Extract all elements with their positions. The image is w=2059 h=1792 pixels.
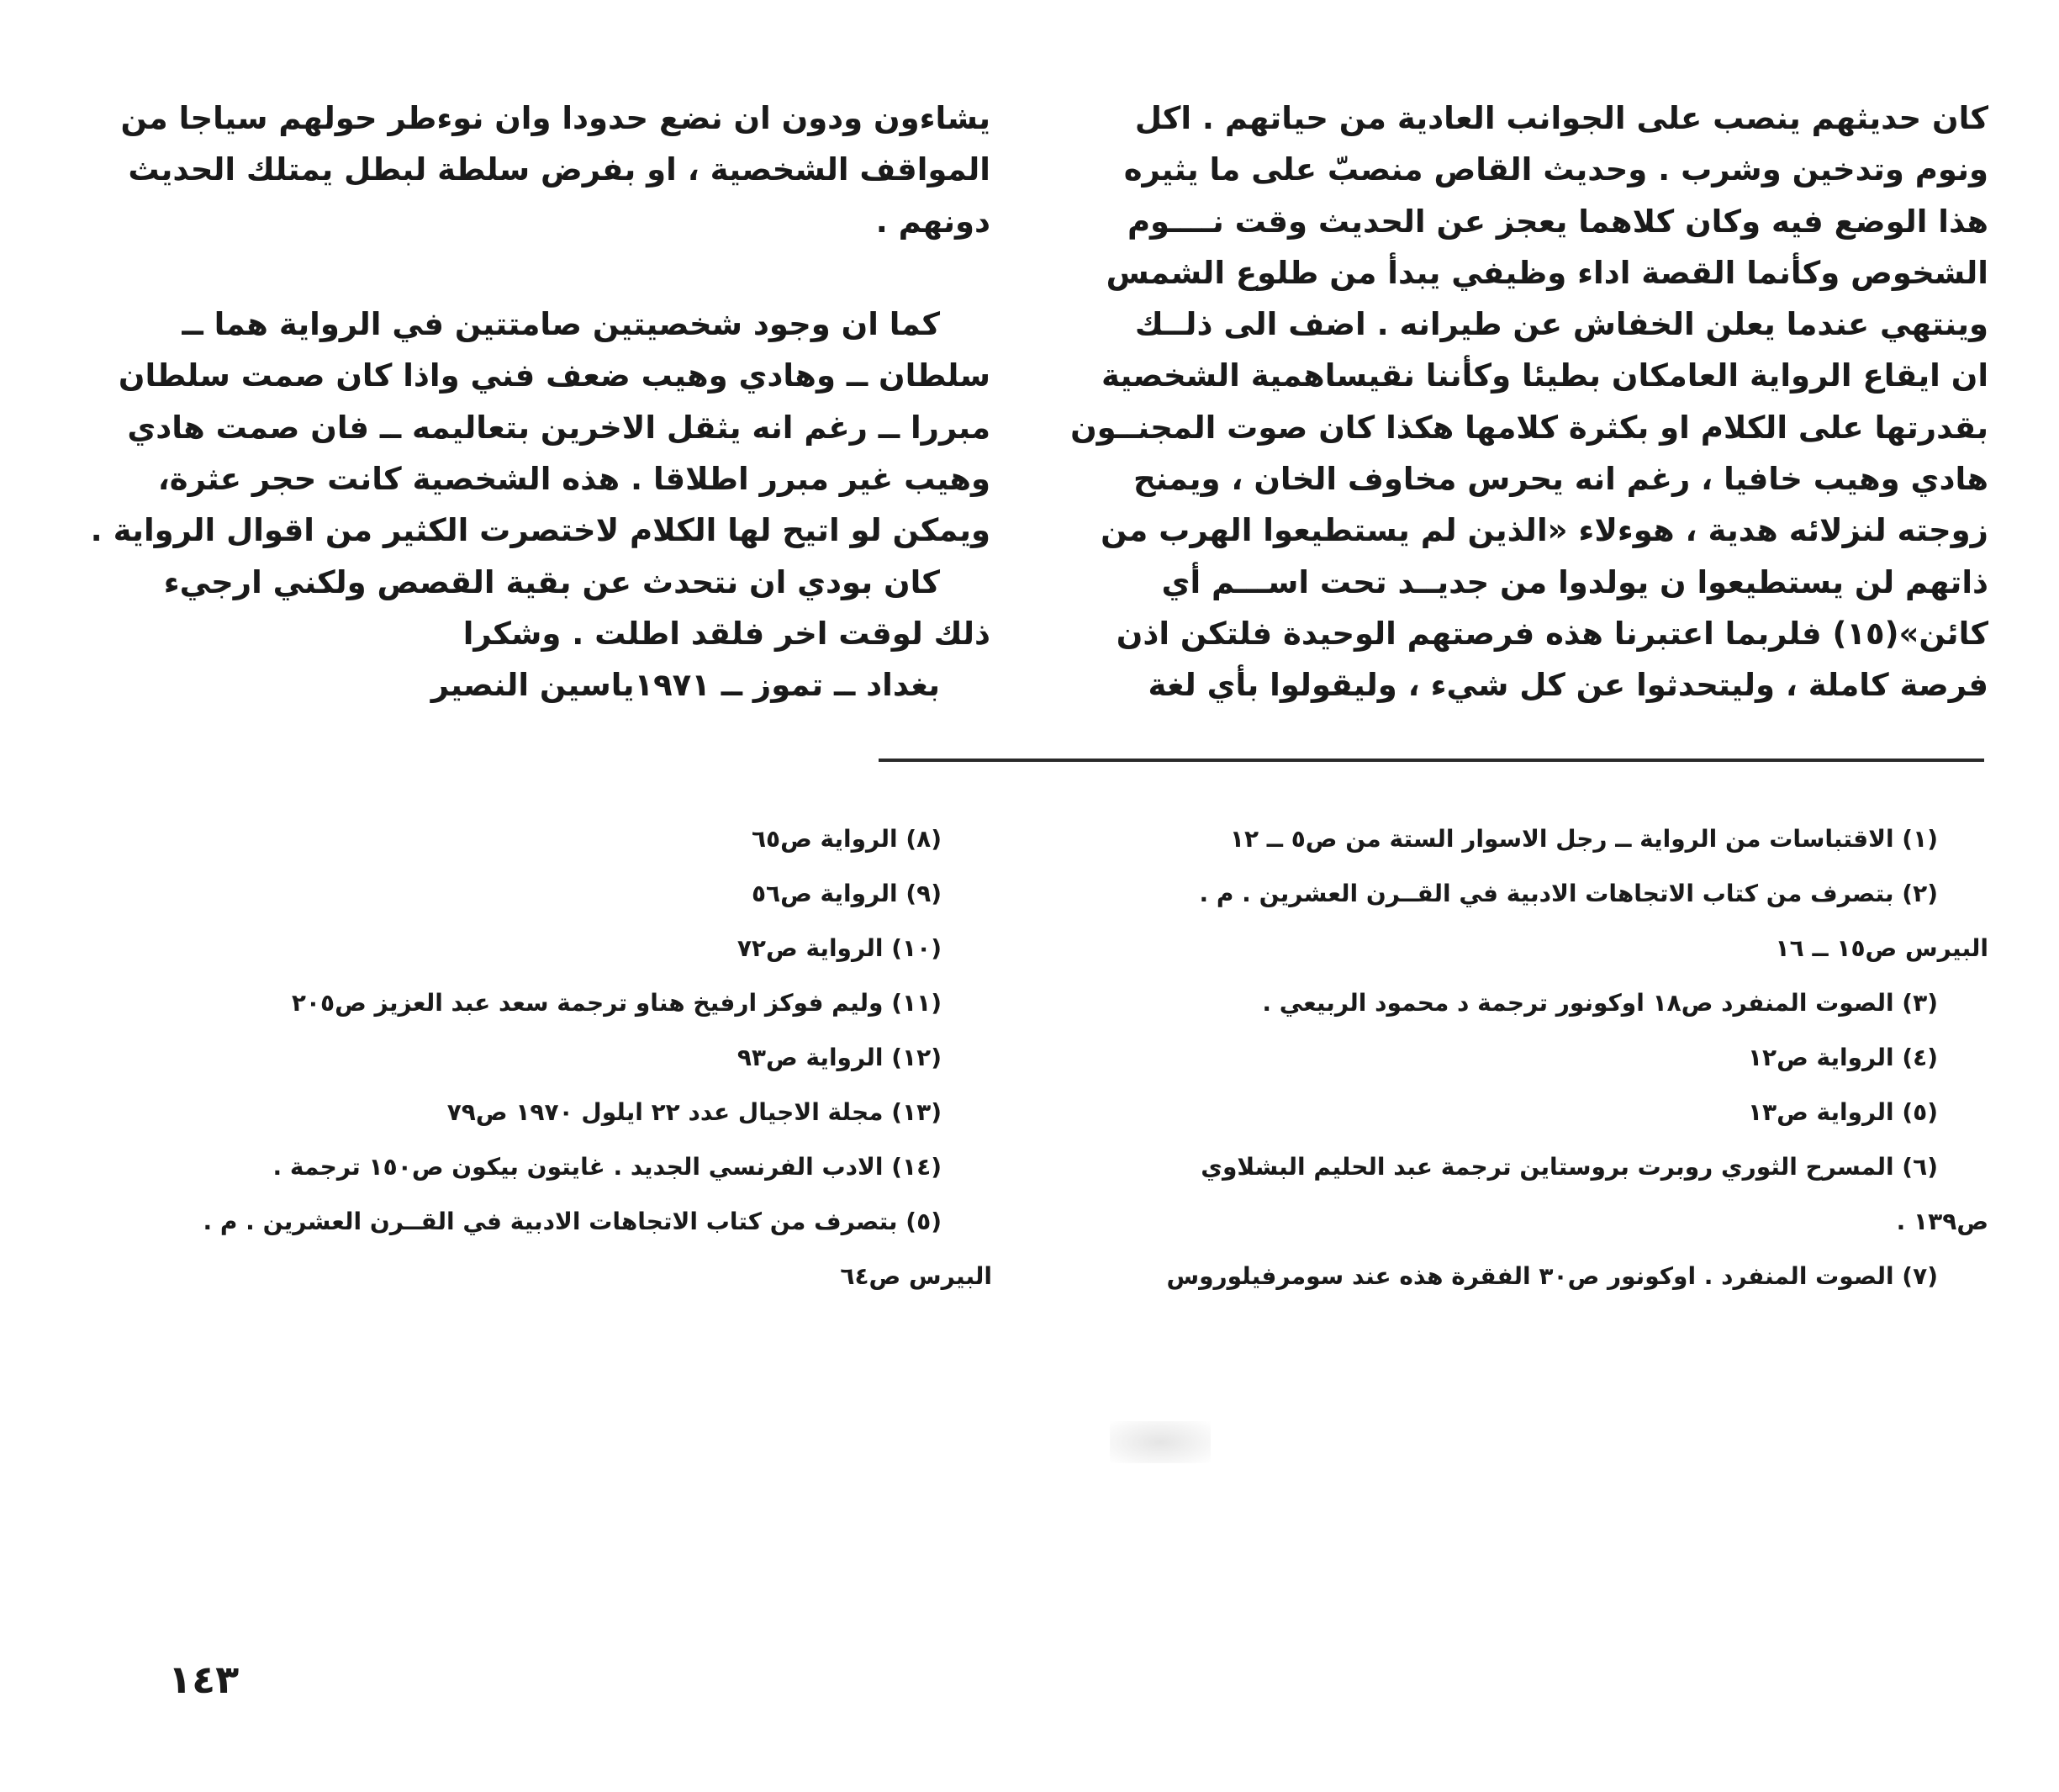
text-line: مبررا ــ رغم انه يثقل الاخرين بتعاليمه ــ فان صمت هادي xyxy=(127,409,990,446)
main-text-left-column xyxy=(82,93,990,711)
text-line: بقدرتها على الكلام او بكثرة كلامها هكذا كان صوت المجنــون xyxy=(1070,409,1988,446)
footnote-line: (١٣) مجلة الاجيال عدد ٢٢ ايلول ١٩٧٠ ص٧٩ xyxy=(446,1098,942,1126)
footnote-line: (١٢) الرواية ص٩٣ xyxy=(736,1044,942,1071)
footnote-line: (٩) الرواية ص٥٦ xyxy=(751,880,942,907)
footnote-line: (٥) بتصرف من كتاب الاتجاهات الادبية في القــرن العشرين . م . xyxy=(203,1208,942,1235)
text-line: ونوم وتدخين وشرب . وحديث القاص منصبّ على ما يثيره xyxy=(1123,151,1988,188)
footnote-line: (٥) الرواية ص١٣ xyxy=(1747,1098,1938,1126)
scan-smudge xyxy=(1110,1421,1211,1463)
text-line: المواقف الشخصية ، او بفرض سلطة لبطل يمتلك الحديث xyxy=(128,151,990,188)
footnote-line: البيرس ص٦٤ xyxy=(840,1262,992,1290)
text-line: ويمكن لو اتيح لها الكلام لاختصرت الكثير من اقوال الرواية . xyxy=(90,512,990,549)
footnotes-left-column xyxy=(168,811,992,1303)
text-line: ذلك لوقت اخر فلقد اطلت . وشكرا xyxy=(462,615,990,652)
text-line: يشاءون ودون ان نضع حدودا وان نوءطر حولهم سياجا من xyxy=(120,100,990,136)
text-line: كان بودي ان نتحدث عن بقية القصص ولكني ارجيء xyxy=(163,563,940,600)
text-line: وينتهي عندما يعلن الخفاش عن طيرانه . اضف الى ذلــك xyxy=(1134,306,1988,343)
text-line: فرصة كاملة ، وليتحدثوا عن كل شيء ، وليقولوا بأي لغة xyxy=(1148,667,1988,704)
footnote-line: (١١) وليم فوكز ارفيخ هناو ترجمة سعد عبد العزيز ص٢٠٥ xyxy=(291,989,942,1017)
footnote-line: (٦) المسرح الثوري روبرت بروستاين ترجمة عبد الحليم البشلاوي xyxy=(1201,1153,1938,1181)
text-line: ذاتهم لن يستطيعوا ن يولدوا من جديــد تحت اســـم أي xyxy=(1161,563,1988,600)
footnote-line: (١٠) الرواية ص٧٢ xyxy=(736,934,942,962)
text-line: كان حديثهم ينصب على الجوانب العادية من حياتهم . اكل xyxy=(1134,100,1988,136)
footnote-line: (٣) الصوت المنفرد ص١٨ اوكونور ترجمة د محمود الربيعي . xyxy=(1262,989,1938,1017)
text-line: كائن»(١٥) فلربما اعتبرنا هذه فرصتهم الوحيدة فلتكن اذن xyxy=(1116,615,1988,652)
footnote-line: (١٤) الادب الفرنسي الجديد . غايتون بيكون ص١٥٠ ترجمة . xyxy=(272,1153,942,1181)
text-line: هذا الوضع فيه وكان كلاهما يعجز عن الحديث وقت نــــوم xyxy=(1127,203,1988,240)
text-line: ان ايقاع الرواية العامكان بطيئا وكأننا نقيساهمية الشخصية xyxy=(1101,357,1988,394)
footnote-line: (٨) الرواية ص٦٥ xyxy=(751,825,942,853)
footnote-line: (٧) الصوت المنفرد . اوكونور ص٣٠ الفقرة هذه عند سومرفيلوروس xyxy=(1166,1262,1938,1290)
text-line: زوجته لنزلائه هدية ، هوءلاء «الذين لم يستطيعوا الهرب من xyxy=(1101,512,1988,549)
footnote-line: (٤) الرواية ص١٢ xyxy=(1747,1044,1938,1071)
text-line: كما ان وجود شخصيتين صامتتين في الرواية هما ــ xyxy=(182,306,940,343)
footnotes-right-column xyxy=(1068,811,1988,1303)
page-number: ١٤٣ xyxy=(168,1657,240,1702)
footnote-line: (١) الاقتباسات من الرواية ــ رجل الاسوار الستة من ص٥ ــ ١٢ xyxy=(1229,825,1938,853)
main-text-right-column xyxy=(1064,93,1988,711)
text-line: سلطان ــ وهادي وهيب ضعف فني واذا كان صمت سلطان xyxy=(118,357,990,394)
text-line: دونهم . xyxy=(875,203,990,240)
footnote-line: ص١٣٩ . xyxy=(1896,1208,1988,1235)
text-line: وهيب غير مبرر اطلاقا . هذه الشخصية كانت حجر عثرة، xyxy=(157,461,990,498)
footnote-line: (٢) بتصرف من كتاب الاتجاهات الادبية في القــرن العشرين . م . xyxy=(1199,880,1938,907)
text-line: هادي وهيب خافيا ، رغم انه يحرس مخاوف الخان ، ويمنح xyxy=(1133,461,1988,498)
footnote-line: البيرس ص١٥ ــ ١٦ xyxy=(1775,934,1988,962)
text-line: الشخوص وكأنما القصة اداء وظيفي يبدأ من طلوع الشمس xyxy=(1106,254,1988,291)
footnote-divider xyxy=(879,759,1984,762)
signature: بغداد ــ تموز ــ ١٩٧١ياسين النصير xyxy=(430,667,940,704)
paragraph-gap xyxy=(82,247,990,299)
